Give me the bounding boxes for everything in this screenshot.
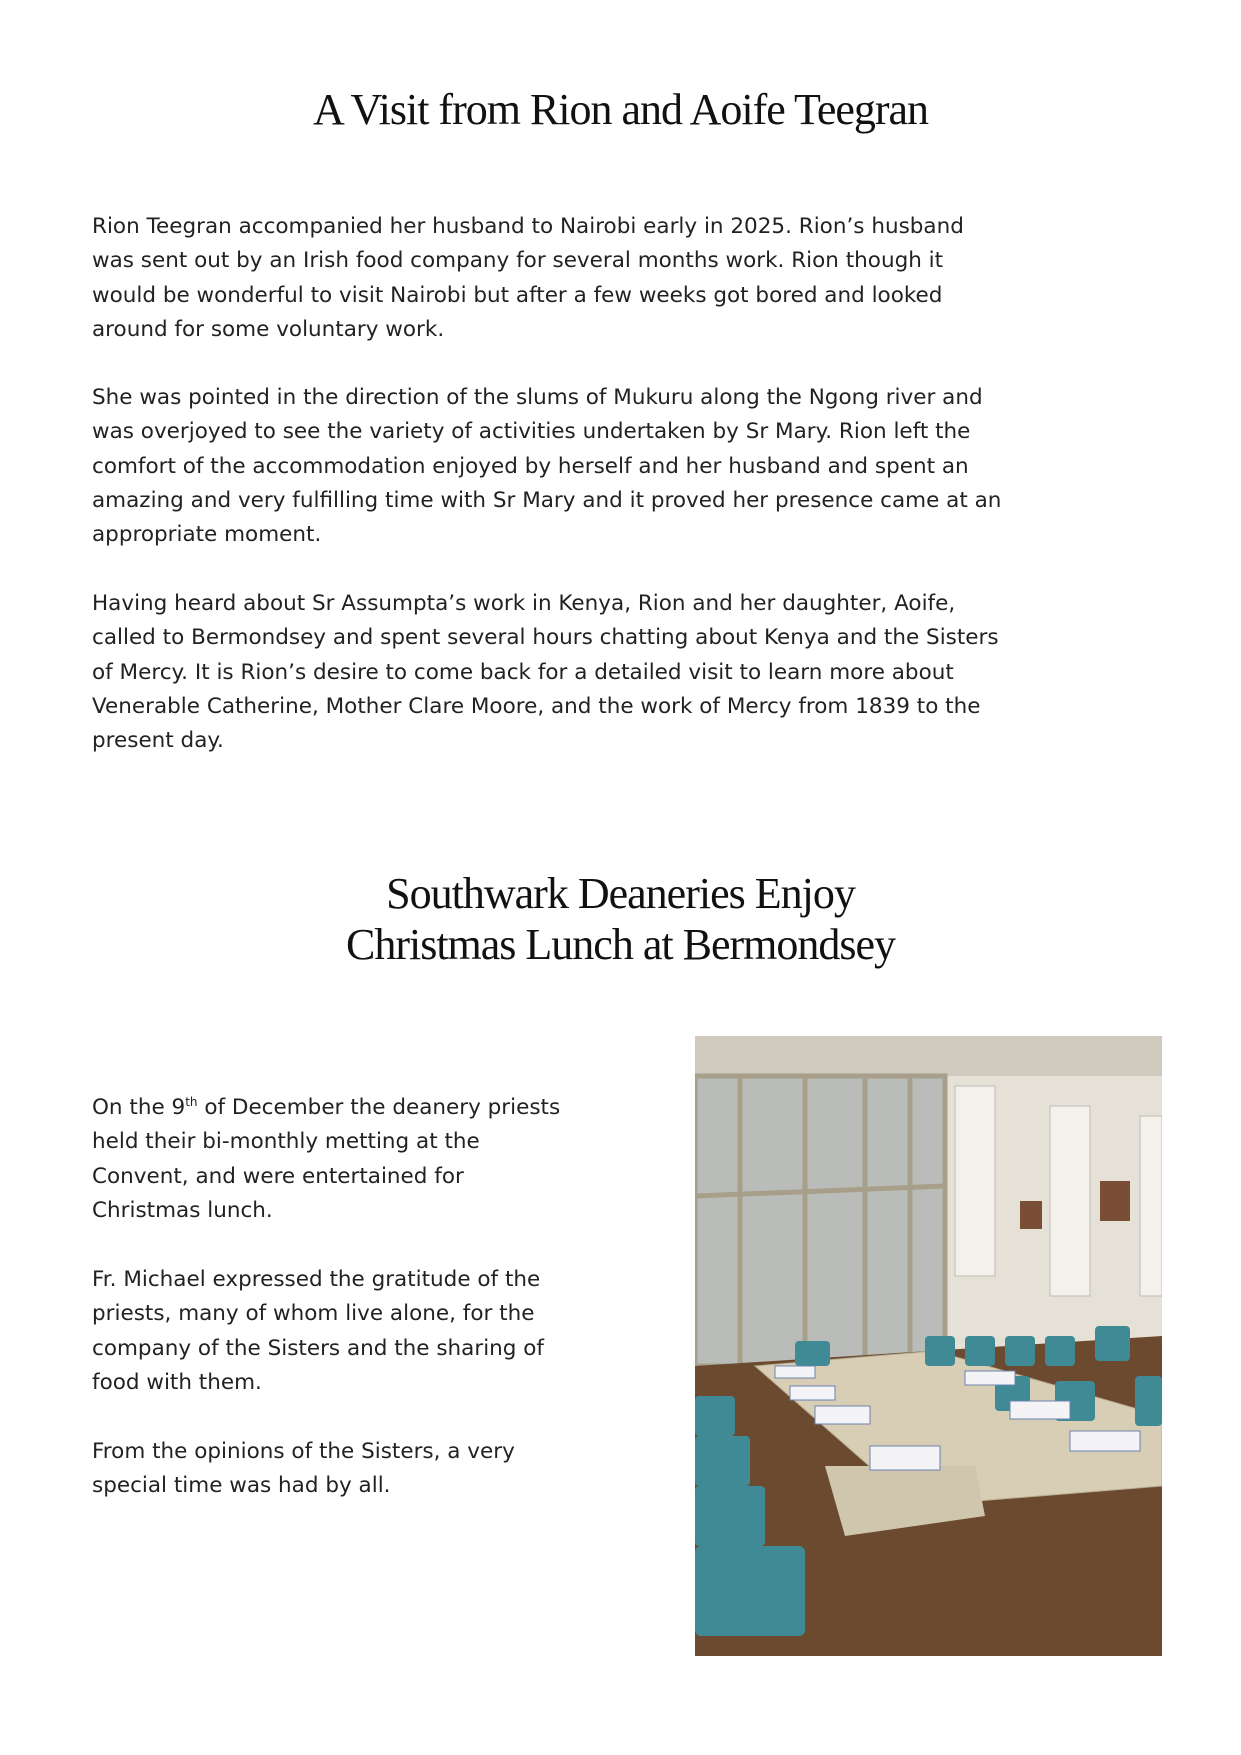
meeting-room-photo	[695, 1036, 1162, 1656]
text-line: around for some voluntary work.	[92, 316, 445, 342]
text-line: She was pointed in the direction of the slums of Mukuru along the Ngong river and	[92, 385, 983, 410]
text-line: was sent out by an Irish food company for several months work. Rion though it	[92, 248, 944, 274]
text-line: From the opinions of the Sisters, a very	[92, 1439, 515, 1464]
ordinal-suffix: th	[185, 1094, 198, 1109]
text-line: held their bi-monthly metting at the	[92, 1129, 480, 1155]
text-line	[92, 1091, 560, 1125]
text-line: appropriate moment.	[92, 522, 322, 548]
text-line: priests, many of whom live alone, for the	[92, 1301, 535, 1327]
text: On the 9	[92, 1095, 186, 1120]
text-line: special time was had by all.	[92, 1473, 391, 1499]
text-line: Having heard about Sr Assumpta’s work in Kenya, Rion and her daughter, Aoife,	[92, 591, 956, 616]
article-title-visit: A Visit from Rion and Aoife Teegran	[312, 85, 929, 134]
text-line: would be wonderful to visit Nairobi but after a few weeks got bored and looked	[92, 282, 943, 308]
lunch-paragraph-3	[92, 1435, 515, 1504]
text-line: Fr. Michael expressed the gratitude of the	[92, 1267, 541, 1292]
text-line: food with them.	[92, 1369, 262, 1395]
title-line: Christmas Lunch at Bermondsey	[345, 920, 895, 969]
text-line: company of the Sisters and the sharing of	[92, 1335, 545, 1361]
lunch-paragraph-1	[92, 1091, 560, 1228]
text: of December the deanery priests	[197, 1095, 561, 1120]
text-line: Christmas lunch.	[92, 1197, 273, 1223]
article-title-christmas-lunch	[0, 868, 1241, 970]
lunch-paragraph-2	[92, 1263, 544, 1400]
visit-paragraph-3	[92, 587, 999, 758]
text-line: called to Bermondsey and spent several hours chatting about Kenya and the Sisters	[92, 625, 999, 651]
text-line: comfort of the accommodation enjoyed by herself and her husband and spent an	[92, 453, 969, 479]
visit-paragraph-1	[92, 210, 964, 347]
text-line: was overjoyed to see the variety of activities undertaken by Sr Mary. Rion left the	[92, 419, 971, 445]
text-line: present day.	[92, 728, 224, 754]
text-line: Convent, and were entertained for	[92, 1163, 464, 1189]
text-line: Venerable Catherine, Mother Clare Moore, and the work of Mercy from 1839 to the	[92, 693, 981, 719]
text-line: of Mercy. It is Rion’s desire to come back for a detailed visit to learn more about	[92, 659, 954, 685]
text-line: amazing and very fulfilling time with Sr Mary and it proved her presence came at an	[92, 487, 1002, 513]
title-line: Southwark Deaneries Enjoy	[386, 869, 855, 918]
visit-paragraph-2	[92, 381, 1001, 552]
text-line: Rion Teegran accompanied her husband to Nairobi early in 2025. Rion’s husband	[92, 214, 964, 239]
